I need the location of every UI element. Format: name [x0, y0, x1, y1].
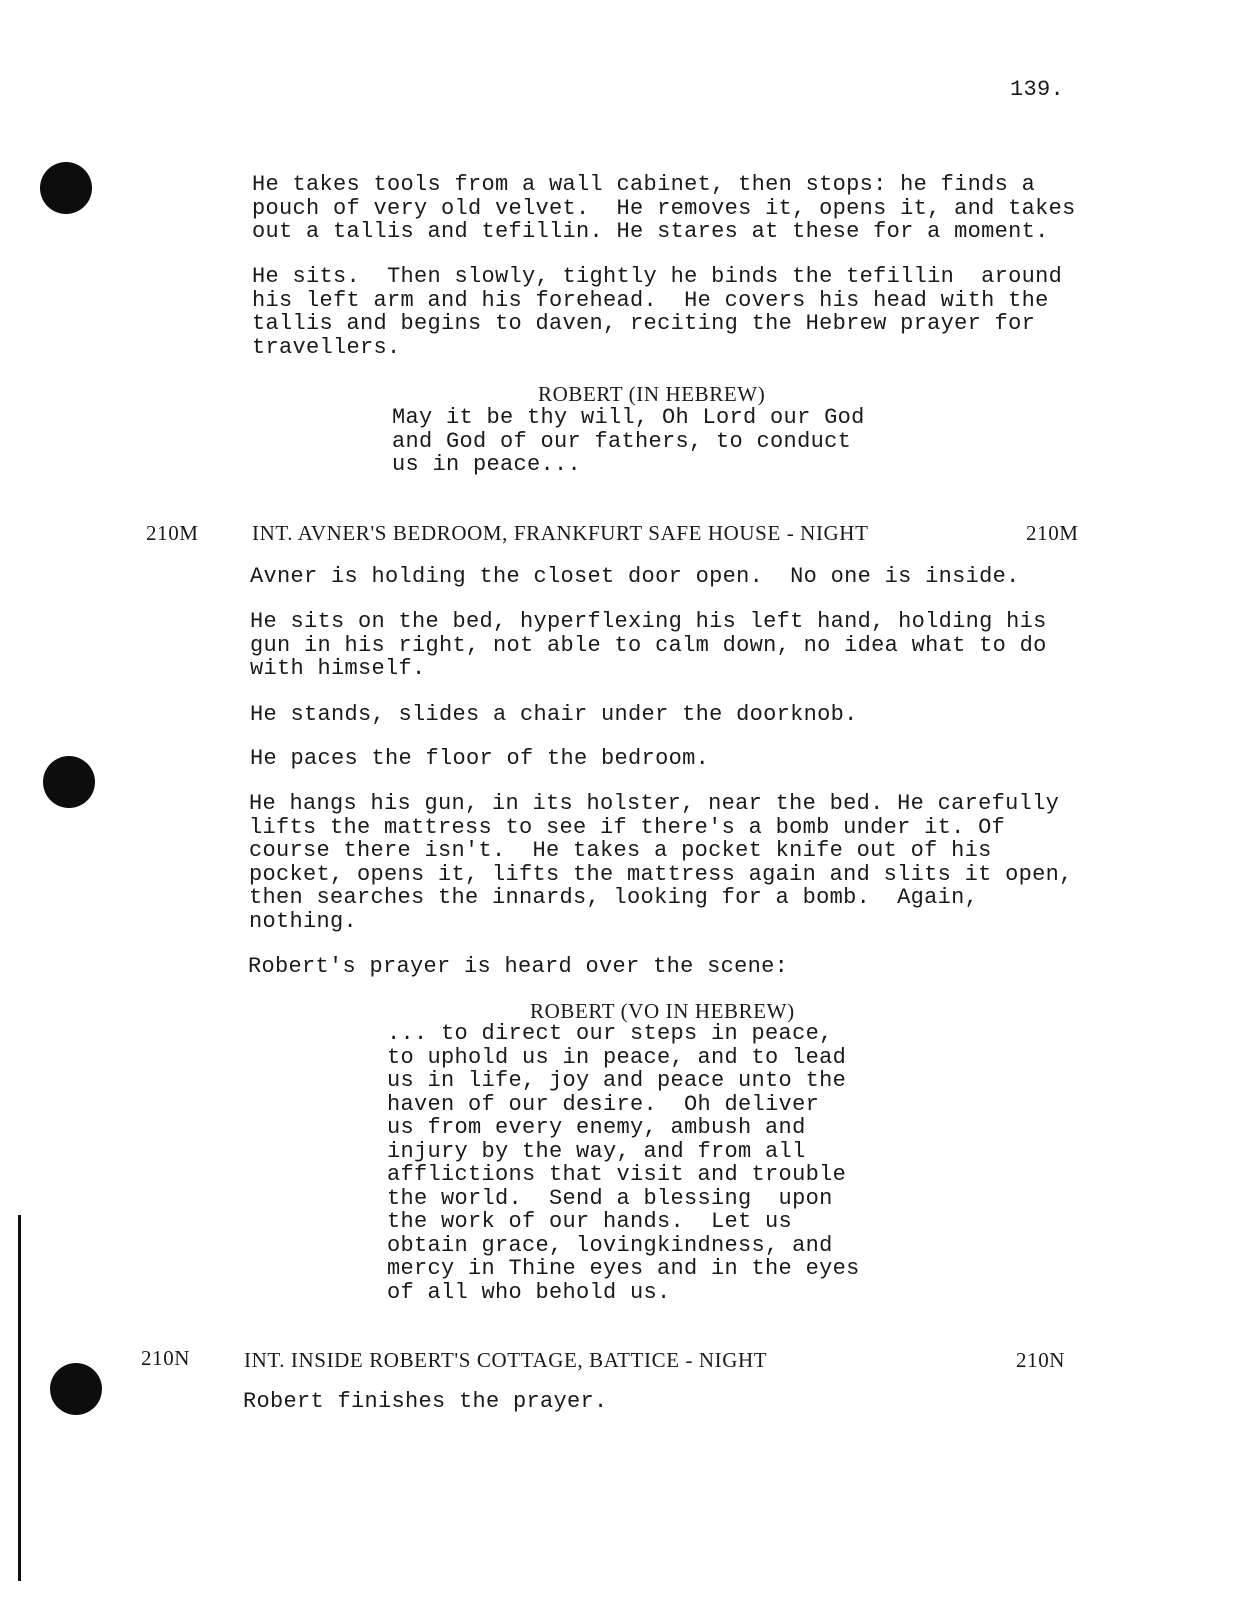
- punch-hole-top: [40, 162, 92, 214]
- scene-number-right: 210N: [1016, 1348, 1066, 1372]
- action-paragraph: He sits on the bed, hyperflexing his left hand, holding his gun in his right, not able to calm down, no idea what to do with himself.: [250, 609, 1047, 681]
- punch-hole-middle: [43, 756, 95, 808]
- action-paragraph: He paces the floor of the bedroom.: [250, 746, 710, 771]
- scene-number-left: 210N: [141, 1346, 191, 1370]
- action-paragraph: Robert's prayer is heard over the scene:: [248, 954, 789, 979]
- action-paragraph: Avner is holding the closet door open. No one is inside.: [250, 564, 1020, 589]
- action-paragraph: He takes tools from a wall cabinet, then stops: he finds a pouch of very old velvet. He removes it, opens it, and takes out a tallis and tefillin. He stares at these for a moment.: [252, 172, 1076, 244]
- action-paragraph: He hangs his gun, in its holster, near the bed. He carefully lifts the mattress to see if there's a bomb under it. Of course there isn't. He takes a pocket knife out of his pocket, opens it, lifts the mattress again and slits it open, then searches the innards, looking for a bomb. Again, nothing.: [249, 791, 1073, 934]
- scene-heading: INT. AVNER'S BEDROOM, FRANKFURT SAFE HOUSE - NIGHT: [252, 521, 869, 545]
- character-name: ROBERT (VO IN HEBREW): [530, 999, 795, 1023]
- character-name: ROBERT (IN HEBREW): [538, 382, 766, 406]
- scene-heading: INT. INSIDE ROBERT'S COTTAGE, BATTICE - NIGHT: [244, 1348, 768, 1372]
- scene-number-right: 210M: [1026, 521, 1079, 545]
- dialogue-text: ... to direct our steps in peace, to uphold us in peace, and to lead us in life, joy and peace unto the haven of our desire. Oh deliver us from every enemy, ambush and injury by the way, and from all afflictions that visit and trouble the world. Send a blessing upon the work of our hands. Let us obtain grace, lovingkindness, and mercy in Thine eyes and in the eyes of all who behold us.: [387, 1021, 860, 1305]
- scene-number-left: 210M: [146, 521, 199, 545]
- dialogue-text: May it be thy will, Oh Lord our God and God of our fathers, to conduct us in peace...: [392, 405, 865, 477]
- page-number: 139.: [1010, 77, 1065, 102]
- action-paragraph: He stands, slides a chair under the doorknob.: [250, 702, 858, 727]
- action-paragraph: He sits. Then slowly, tightly he binds the tefillin around his left arm and his forehead. He covers his head with the tallis and begins to daven, reciting the Hebrew prayer for travellers.: [252, 264, 1063, 360]
- punch-hole-bottom: [50, 1363, 102, 1415]
- action-paragraph: Robert finishes the prayer.: [243, 1389, 608, 1414]
- binding-edge-line: [18, 1215, 21, 1581]
